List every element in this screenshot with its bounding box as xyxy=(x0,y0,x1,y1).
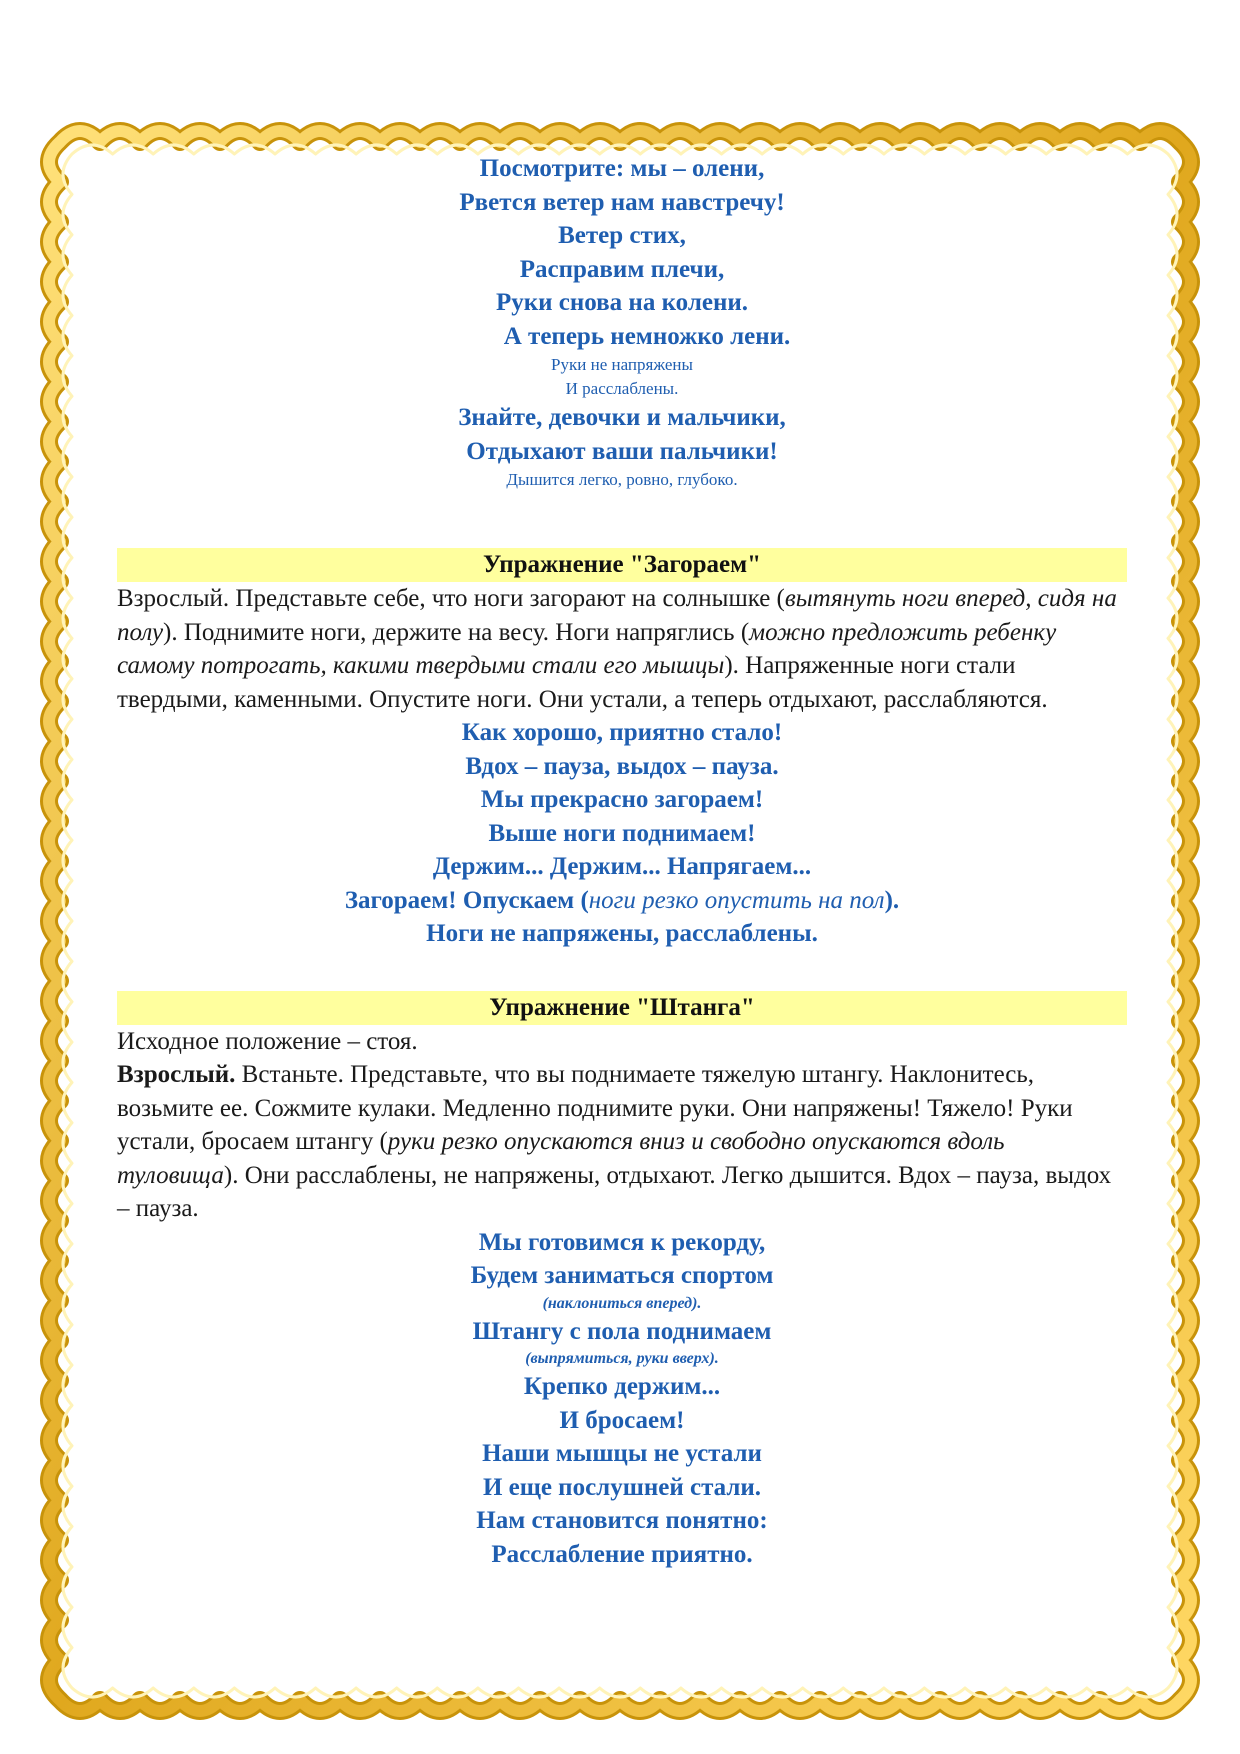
poem-line: Крепко держим... xyxy=(523,1373,721,1400)
poem-line: И бросаем! xyxy=(559,1406,685,1434)
exercise-description-sunbathing: Взрослый. Представьте себе, что ноги загорают на солнышке (вытянуть ноги вперед, сидя на полу). Поднимите ноги, держите на весу. Ноги напряглись (можно предложить ребенку самому потрогать, какими твердыми стали его мышцы). Напряженные ноги стали твердыми, каменными. Опустите ноги. Они устали, а теперь отдыхают, расслабляются. xyxy=(117,585,1117,713)
poem-line: Как хорошо, приятно стало! xyxy=(461,719,783,746)
page-content xyxy=(117,152,1127,1571)
poem-line: Нам становится понятно: xyxy=(476,1507,768,1534)
poem-line: Держим... Держим... Напрягаем... xyxy=(432,853,812,880)
poem-line: Отдыхают ваши пальчики! xyxy=(466,437,778,465)
exercise-description-barbell: Взрослый. Встаньте. Представьте, что вы поднимаете тяжелую штангу. Наклонитесь, возьмите ее. Сожмите кулаки. Медленно поднимите руки. Они напряжены! Тяжело! Руки устали, бросаем штангу (руки резко опускаются вниз и свободно опускаются вдоль туловища). Они расслаблены, не напряжены, отдыхают. Легко дышится. Вдох – пауза, выдох – пауза. xyxy=(117,1061,1112,1222)
poem-barbell xyxy=(117,1226,1127,1572)
poem-note: (выпрямиться, руки вверх). xyxy=(525,1350,719,1367)
poem-line: Мы готовимся к рекорду, xyxy=(478,1228,766,1256)
poem-line: Расслабление приятно. xyxy=(491,1540,753,1568)
poem-line: Рвется ветер нам навстречу! xyxy=(459,188,785,216)
poem-note: Дышится легко, ровно, глубоко. xyxy=(506,470,738,489)
poem-note: Руки не напряжены xyxy=(551,355,693,374)
poem-line: Наши мышцы не устали xyxy=(482,1440,762,1467)
poem-line: И еще послушней стали. xyxy=(482,1473,762,1501)
exercise-start-position: Исходное положение – стоя. xyxy=(117,1027,418,1055)
exercise-title-barbell: Упражнение "Штанга" xyxy=(117,991,1127,1025)
poem-line: Ноги не напряжены, расслаблены. xyxy=(426,920,818,947)
poem-sunbathing xyxy=(117,716,1127,951)
poem-line: Ветер стих, xyxy=(558,222,686,249)
poem-line: Будем заниматься спортом xyxy=(470,1262,774,1289)
poem-line: Выше ноги поднимаем! xyxy=(488,819,756,847)
poem-line: Мы прекрасно загораем! xyxy=(480,786,764,813)
poem-line: Руки снова на колени. xyxy=(495,289,749,316)
poem-line: А теперь немножко лени. xyxy=(503,322,791,350)
poem-line: Посмотрите: мы – олени, xyxy=(479,155,765,182)
poem-line: Расправим плечи, xyxy=(519,255,725,283)
poem-line: Вдох – пауза, выдох – пауза. xyxy=(465,752,779,780)
poem-deer xyxy=(117,152,1127,492)
poem-line: Штангу с пола поднимаем xyxy=(472,1317,772,1345)
exercise-title-sunbathing: Упражнение "Загораем" xyxy=(117,548,1127,582)
poem-note: И расслаблены. xyxy=(565,379,679,398)
poem-line: Знайте, девочки и мальчики, xyxy=(458,404,786,431)
poem-line: Загораем! Опускаем (ноги резко опустить на пол). xyxy=(344,886,900,914)
poem-note: (наклониться вперед). xyxy=(542,1294,702,1312)
